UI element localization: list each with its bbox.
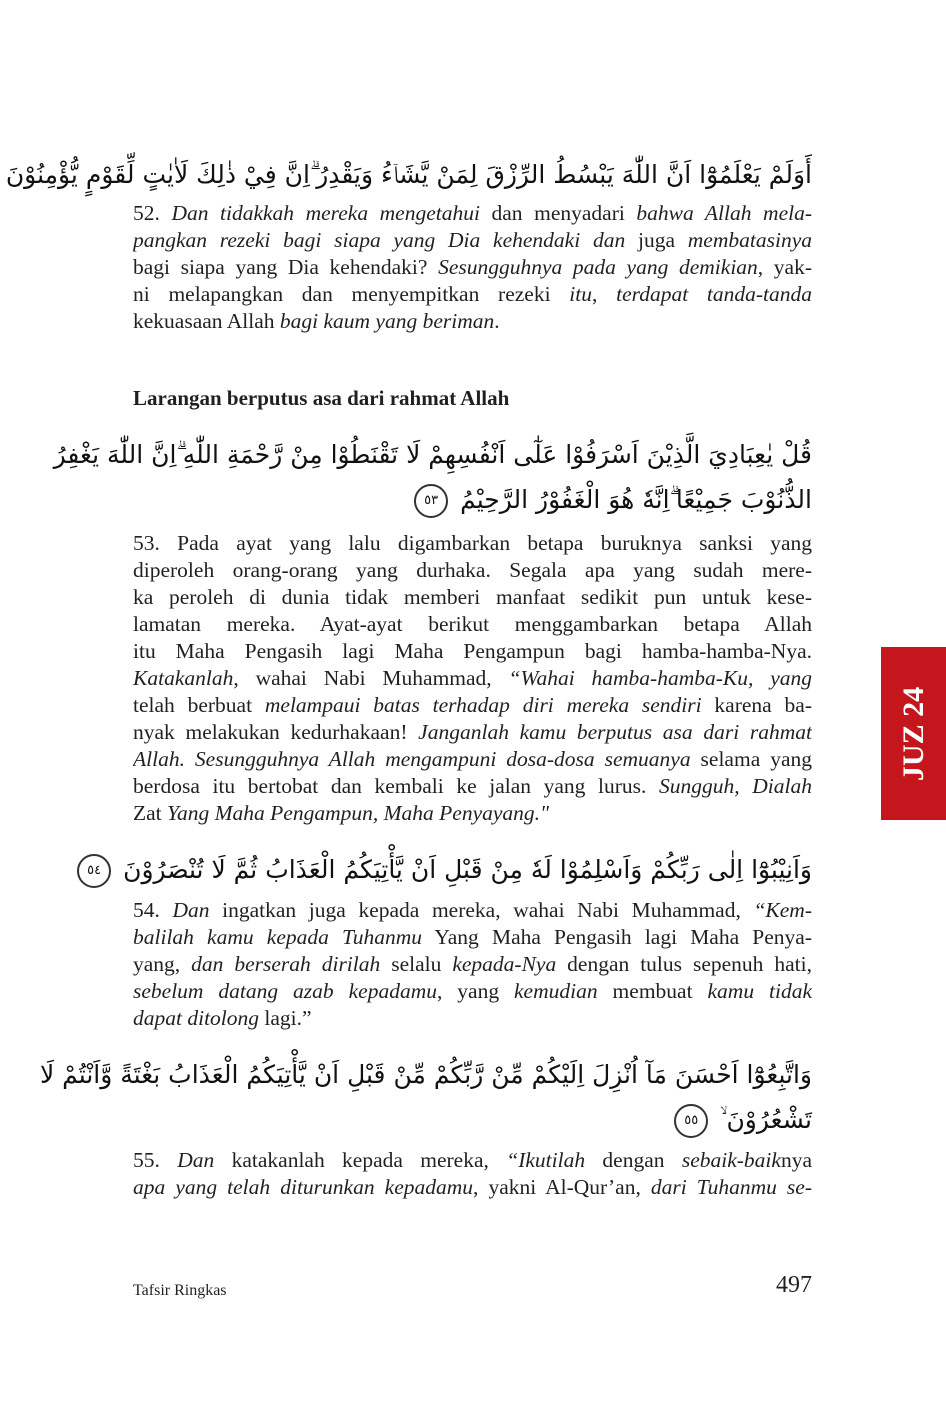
italic-text-segment: Dan	[172, 898, 210, 922]
juz-label: JUZ 24	[896, 686, 930, 781]
text-segment: karena ba-	[701, 693, 812, 717]
text-line	[133, 978, 812, 1005]
arabic-verse-53-line-2	[133, 478, 812, 522]
text-segment: nyak melakukan kedurhakaan!	[133, 720, 419, 744]
text-segment: lamatan mereka. Ayat-ayat berikut menggambarkan betapa Allah	[133, 612, 812, 636]
text-segment: itu Maha Pengasih lagi Maha Pengampun bagi hamba-hamba-Nya.	[133, 639, 812, 663]
text-line	[133, 1147, 812, 1174]
text-line	[133, 200, 812, 227]
italic-text-segment: membatasinya	[687, 228, 812, 252]
text-segment: Zat	[133, 801, 168, 825]
italic-text-segment: dari Tuhanmu se-	[650, 1175, 812, 1199]
italic-text-segment: Katakanlah	[133, 666, 234, 690]
italic-text-segment: itu	[569, 282, 592, 306]
arabic-line: تَشْعُرُوْنَ ۙ	[720, 1105, 812, 1134]
ayah-number-marker: ٥٤	[77, 854, 111, 888]
italic-text-segment: sebelum datang azab kepadamu	[133, 979, 437, 1003]
text-segment: 53. Pada ayat yang lalu digambarkan betapa buruknya sanksi yang	[133, 531, 812, 555]
text-line	[133, 611, 812, 638]
italic-text-segment: apa yang telah diturunkan kepadamu	[133, 1175, 474, 1199]
text-line	[133, 692, 812, 719]
text-line	[133, 254, 812, 281]
text-line	[133, 308, 812, 335]
text-segment: selalu	[380, 952, 453, 976]
text-line	[133, 924, 812, 951]
text-segment: , yakni Al-Qur’an,	[473, 1175, 651, 1199]
text-segment: , yang	[436, 979, 515, 1003]
text-line	[133, 1174, 812, 1201]
italic-text-segment: Janganlah kamu berputus asa dari rahmat	[418, 720, 812, 744]
text-segment: diperoleh orang-orang yang durhaka. Segala apa yang sudah mere-	[133, 558, 812, 582]
text-segment: dengan	[585, 1148, 682, 1172]
text-segment: ni melapangkan dan menyempitkan rezeki	[133, 282, 570, 306]
text-line	[133, 951, 812, 978]
text-segment: , wahai Nabi Muhammad,	[233, 666, 509, 690]
italic-text-segment: dan berserah dirilah	[191, 952, 381, 976]
text-segment: 52.	[133, 201, 172, 225]
translation-52	[133, 200, 812, 335]
text-line	[133, 584, 812, 611]
translation-55	[133, 1147, 812, 1201]
italic-text-segment: Yang Maha Pengampun, Maha Penyayang."	[167, 801, 550, 825]
text-segment: .	[494, 309, 500, 333]
italic-text-segment: “Kem-	[753, 898, 812, 922]
text-line	[133, 665, 812, 692]
italic-text-segment: Sesungguhnya pada yang demikian	[438, 255, 758, 279]
text-segment: dan menyadari	[479, 201, 637, 225]
text-segment: yang,	[133, 952, 192, 976]
italic-text-segment: bagi kaum yang beriman	[279, 309, 495, 333]
arabic-verse-54	[87, 848, 812, 892]
text-line	[133, 746, 812, 773]
text-segment: ka peroleh di dunia tidak memberi manfaat sedikit pun untuk kese-	[133, 585, 812, 609]
italic-text-segment: Dan	[177, 1148, 215, 1172]
italic-text-segment: Sungguh, Dialah	[659, 774, 812, 798]
arabic-line: أَوَلَمْ يَعْلَمُوْٓا اَنَّ اللّٰهَ يَبْسُطُ الرِّزْقَ لِمَنْ يَّشَاۤءُ وَيَقْدِرُ ۗاِنَّ فِيْ ذٰلِكَ لَاٰيٰتٍ لِّقَوْمٍ يُّؤْمِنُوْنَ	[5, 160, 812, 189]
text-segment: membuat	[597, 979, 708, 1003]
section-heading: Larangan berputus asa dari rahmat Allah	[133, 386, 510, 410]
text-segment: juga	[625, 228, 688, 252]
footer-book-title: Tafsir Ringkas	[133, 1282, 227, 1299]
text-segment: lagi.”	[259, 1006, 312, 1030]
text-segment: ,	[592, 282, 617, 306]
text-segment: 54.	[133, 898, 173, 922]
text-line	[133, 897, 812, 924]
italic-text-segment: “Wahai hamba-hamba-Ku, yang	[508, 666, 812, 690]
text-line	[133, 773, 812, 800]
text-line	[133, 719, 812, 746]
text-segment: bagi siapa yang Dia kehendaki?	[133, 255, 439, 279]
arabic-verse-55-line-1	[39, 1053, 812, 1097]
text-line	[133, 281, 812, 308]
text-line	[133, 557, 812, 584]
italic-text-segment: balilah kamu kepada Tuhanmu	[133, 925, 423, 949]
text-segment: kekuasaan Allah	[133, 309, 280, 333]
arabic-verse-53-line-1	[53, 433, 812, 477]
arabic-verse-55-line-2	[133, 1098, 812, 1142]
ayah-number-marker: ٥٥	[674, 1104, 708, 1138]
italic-text-segment: Dan tidakkah mereka mengetahui	[171, 201, 480, 225]
text-line	[133, 1005, 812, 1032]
arabic-line: قُلْ يٰعِبَادِيَ الَّذِيْنَ اَسْرَفُوْا عَلٰٓى اَنْفُسِهِمْ لَا تَقْنَطُوْا مِنْ رَّحْمَةِ اللّٰهِ ۗاِنَّ اللّٰهَ يَغْفِرُ	[53, 440, 812, 469]
italic-text-segment: bahwa Allah mela-	[636, 201, 812, 225]
arabic-line: وَاتَّبِعُوْٓا اَحْسَنَ مَآ اُنْزِلَ اِلَيْكُمْ مِّنْ رَّبِّكُمْ مِّنْ قَبْلِ اَنْ يَّأْتِيَكُمُ الْعَذَابُ بَغْتَةً وَّاَنْتُمْ لَا	[39, 1060, 812, 1089]
translation-54	[133, 897, 812, 1032]
text-segment: telah berbuat	[133, 693, 265, 717]
italic-text-segment: pangkan rezeki bagi siapa yang Dia kehendaki dan	[133, 228, 626, 252]
text-segment: ingatkan juga kepada mereka, wahai Nabi Muhammad,	[209, 898, 754, 922]
arabic-line: وَاَنِيْبُوْٓا اِلٰى رَبِّكُمْ وَاَسْلِمُوْا لَهٗ مِنْ قَبْلِ اَنْ يَّأْتِيَكُمُ الْعَذَابُ ثُمَّ لَا تُنْصَرُوْنَ	[123, 855, 812, 884]
arabic-verse-52	[5, 153, 812, 197]
ayah-number-marker: ٥٣	[414, 484, 448, 518]
text-line	[133, 638, 812, 665]
arabic-line: الذُّنُوْبَ جَمِيْعًا ۗاِنَّهٗ هُوَ الْغَفُوْرُ الرَّحِيْمُ	[460, 485, 812, 514]
text-segment: selama yang	[690, 747, 812, 771]
text-segment: , yak-	[757, 255, 812, 279]
page-number: 497	[776, 1272, 812, 1298]
text-line	[133, 530, 812, 557]
text-line	[133, 800, 812, 827]
translation-53	[133, 530, 812, 827]
juz-side-tab	[881, 647, 946, 820]
text-segment: Yang Maha Pengasih lagi Maha Penya-	[422, 925, 812, 949]
text-line	[133, 227, 812, 254]
text-segment: katakanlah kepada mereka,	[214, 1148, 507, 1172]
text-segment: berdosa itu bertobat dan kembali ke jalan yang lurus.	[133, 774, 660, 798]
text-segment: nya	[780, 1148, 812, 1172]
italic-text-segment: melampaui batas terhadap diri mereka sendiri	[264, 693, 702, 717]
italic-text-segment: kemudian	[514, 979, 598, 1003]
italic-text-segment: sebaik-baik	[681, 1148, 781, 1172]
italic-text-segment: Allah. Sesungguhnya Allah mengampuni dosa-dosa semuanya	[133, 747, 691, 771]
italic-text-segment: kamu tidak	[707, 979, 812, 1003]
italic-text-segment: terdapat tanda-tanda	[616, 282, 812, 306]
italic-text-segment: kepada-Nya	[452, 952, 557, 976]
text-segment: 55.	[133, 1148, 178, 1172]
text-segment: dengan tulus sepenuh hati,	[556, 952, 812, 976]
italic-text-segment: “Ikutilah	[506, 1148, 586, 1172]
italic-text-segment: dapat ditolong	[133, 1006, 260, 1030]
